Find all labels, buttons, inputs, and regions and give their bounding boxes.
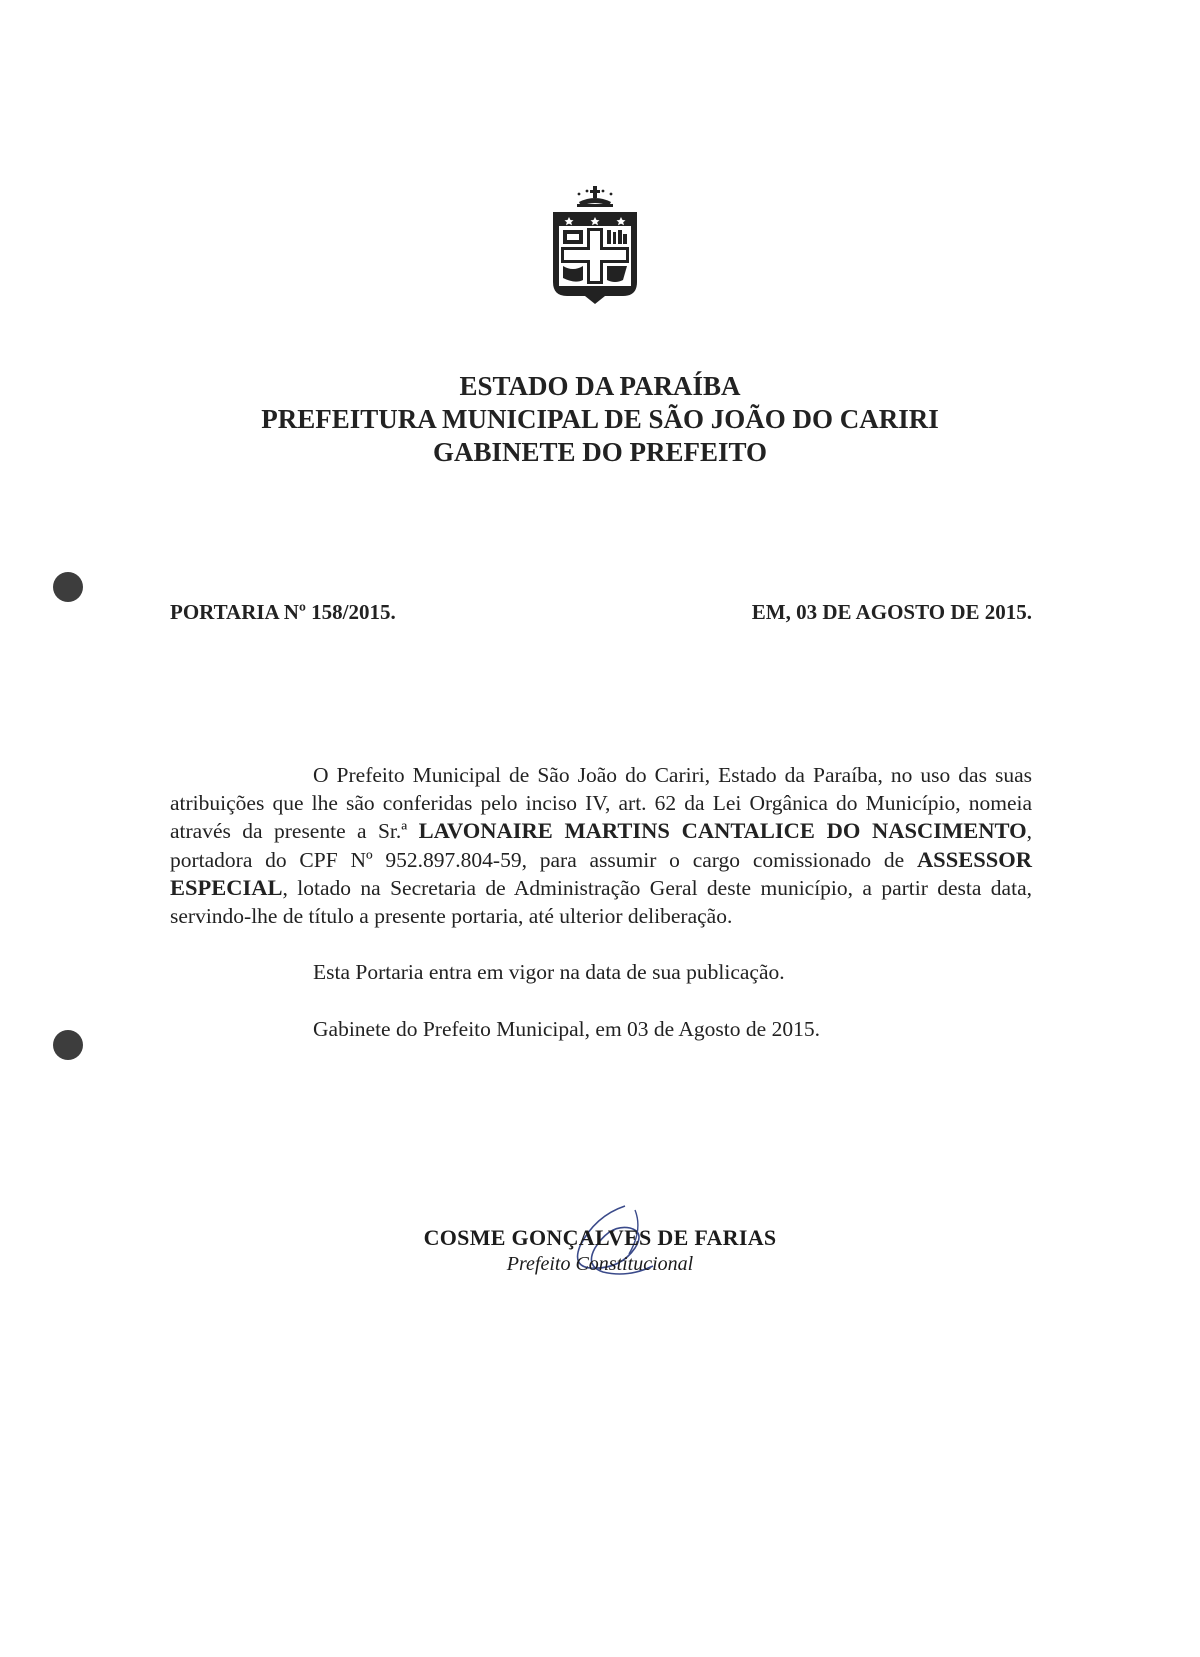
body-text: , lotado na Secretaria de Administração Geral deste município, a partir desta data, servindo-lhe de título a presente portaria, até ulterior deliberação.	[170, 876, 1032, 928]
letterhead	[0, 370, 1200, 469]
coat-of-arms-icon	[549, 184, 641, 304]
document-body	[170, 762, 1032, 1043]
signatory-title: Prefeito Constitucional	[506, 1253, 694, 1275]
effective-clause: Esta Portaria entra em vigor na data de sua publicação.	[313, 960, 785, 984]
office-name: GABINETE DO PREFEITO	[432, 437, 768, 467]
appointed-role: ASSESSOR ESPECIAL	[170, 846, 1032, 900]
body-text: , portadora do CPF Nº 952.897.804-59, para assumir o cargo comissionado de	[170, 819, 1032, 872]
ordinance-number: PORTARIA Nº 158/2015.	[170, 600, 396, 624]
ordinance-date: EM, 03 DE AGOSTO DE 2015.	[751, 600, 1032, 624]
state-name: ESTADO DA PARAÍBA	[459, 371, 741, 401]
signature-block	[340, 1225, 860, 1276]
municipality-name: PREFEITURA MUNICIPAL DE SÃO JOÃO DO CARIRI	[261, 404, 939, 434]
appointee-name: LAVONAIRE MARTINS CANTALICE DO NASCIMENTO	[418, 818, 1027, 843]
closing-place-date: Gabinete do Prefeito Municipal, em 03 de Agosto de 2015.	[313, 1016, 820, 1041]
punch-hole	[53, 1030, 83, 1060]
signatory-name: COSME GONÇALVES DE FARIAS	[423, 1225, 777, 1250]
reference-line	[170, 600, 1032, 625]
appointment-paragraph	[170, 762, 1032, 930]
punch-hole	[53, 572, 83, 602]
body-text: O Prefeito Municipal de São João do Cariri, Estado da Paraíba, no uso das suas atribuições que lhe são conferidas pelo inciso IV, art. 62 da Lei Orgânica do Município, nomeia através da presente a Sr.ª	[170, 763, 1032, 843]
